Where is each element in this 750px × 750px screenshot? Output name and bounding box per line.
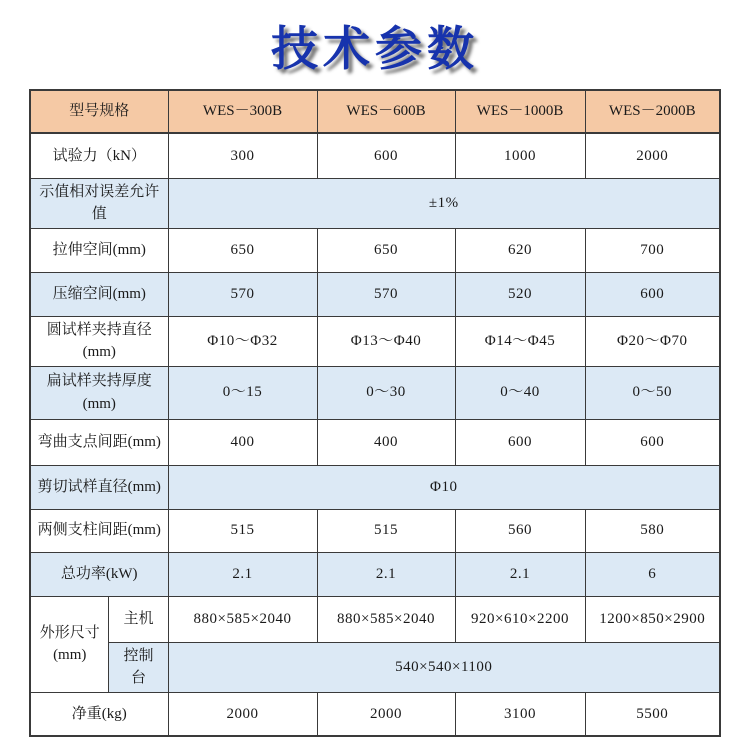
cell-value: 6 bbox=[585, 552, 720, 596]
table-row-dimensions-main-unit bbox=[30, 596, 720, 642]
cell-value: 2000 bbox=[168, 692, 317, 736]
cell-value: 0～30 bbox=[317, 366, 455, 419]
row-label: 剪切试样直径(mm) bbox=[30, 465, 168, 509]
cell-value: 300 bbox=[168, 133, 317, 178]
cell-value: 400 bbox=[168, 419, 317, 465]
cell-value: 2000 bbox=[585, 133, 720, 178]
cell-value: 5500 bbox=[585, 692, 720, 736]
cell-value: 0～40 bbox=[455, 366, 585, 419]
cell-value: Φ14～Φ45 bbox=[455, 316, 585, 366]
cell-value-merged: Φ10 bbox=[168, 465, 720, 509]
table-row-column-spacing bbox=[30, 509, 720, 552]
cell-value: 620 bbox=[455, 228, 585, 272]
table-row-dimensions-control-console bbox=[30, 642, 720, 692]
cell-value: 600 bbox=[585, 272, 720, 316]
header-model-wes-600b: WES－600B bbox=[317, 90, 455, 133]
table-row-round-specimen-diameter bbox=[30, 316, 720, 366]
cell-value-merged: ±1% bbox=[168, 178, 720, 228]
row-label: 总功率(kW) bbox=[30, 552, 168, 596]
cell-value: 600 bbox=[455, 419, 585, 465]
cell-value: 2.1 bbox=[168, 552, 317, 596]
table-row-total-power bbox=[30, 552, 720, 596]
table-row-compression-space bbox=[30, 272, 720, 316]
cell-value: 570 bbox=[168, 272, 317, 316]
row-label-dimensions: 外形尺寸(mm) bbox=[30, 596, 109, 692]
cell-value: 0～50 bbox=[585, 366, 720, 419]
cell-value: 1200×850×2900 bbox=[585, 596, 720, 642]
cell-value: 515 bbox=[168, 509, 317, 552]
table-row-test-force bbox=[30, 133, 720, 178]
cell-value: 650 bbox=[317, 228, 455, 272]
row-label: 试验力（kN） bbox=[30, 133, 168, 178]
cell-value-merged: 540×540×1100 bbox=[168, 642, 720, 692]
header-model-wes-300b: WES－300B bbox=[168, 90, 317, 133]
sub-row-label-control-console bbox=[109, 642, 168, 692]
cell-value: Φ13～Φ40 bbox=[317, 316, 455, 366]
row-label: 拉伸空间(mm) bbox=[30, 228, 168, 272]
table-row-shear-specimen-diameter bbox=[30, 465, 720, 509]
cell-value: Φ20～Φ70 bbox=[585, 316, 720, 366]
header-model-spec: 型号规格 bbox=[30, 90, 168, 133]
spec-table bbox=[29, 89, 721, 737]
cell-value: 600 bbox=[585, 419, 720, 465]
cell-value: 920×610×2200 bbox=[455, 596, 585, 642]
cell-value: 2.1 bbox=[317, 552, 455, 596]
cell-value: 650 bbox=[168, 228, 317, 272]
cell-value: 880×585×2040 bbox=[168, 596, 317, 642]
cell-value: 400 bbox=[317, 419, 455, 465]
header-model-wes-1000b: WES－1000B bbox=[455, 90, 585, 133]
row-label: 示值相对误差允许值 bbox=[30, 178, 168, 228]
table-header-row bbox=[30, 90, 720, 133]
cell-value: 3100 bbox=[455, 692, 585, 736]
cell-value: 1000 bbox=[455, 133, 585, 178]
cell-value: Φ10～Φ32 bbox=[168, 316, 317, 366]
cell-value: 880×585×2040 bbox=[317, 596, 455, 642]
table-row-bending-span bbox=[30, 419, 720, 465]
sub-row-label-main-unit: 主机 bbox=[109, 596, 168, 642]
cell-value: 700 bbox=[585, 228, 720, 272]
cell-value: 515 bbox=[317, 509, 455, 552]
row-label: 圆试样夹持直径(mm) bbox=[30, 316, 168, 366]
table-row-error-allowance bbox=[30, 178, 720, 228]
row-label: 压缩空间(mm) bbox=[30, 272, 168, 316]
row-label: 扁试样夹持厚度(mm) bbox=[30, 366, 168, 419]
cell-value: 2.1 bbox=[455, 552, 585, 596]
header-model-wes-2000b: WES－2000B bbox=[585, 90, 720, 133]
row-label: 弯曲支点间距(mm) bbox=[30, 419, 168, 465]
row-label: 净重(kg) bbox=[30, 692, 168, 736]
cell-value: 570 bbox=[317, 272, 455, 316]
cell-value: 600 bbox=[317, 133, 455, 178]
cell-value: 520 bbox=[455, 272, 585, 316]
table-row-flat-specimen-thickness bbox=[30, 366, 720, 419]
control-console-label-text: 控制台 bbox=[123, 647, 154, 686]
table-row-tension-space bbox=[30, 228, 720, 272]
row-label: 两侧支柱间距(mm) bbox=[30, 509, 168, 552]
cell-value: 2000 bbox=[317, 692, 455, 736]
table-row-net-weight bbox=[30, 692, 720, 736]
cell-value: 560 bbox=[455, 509, 585, 552]
cell-value: 0～15 bbox=[168, 366, 317, 419]
page-title: 技术参数 bbox=[271, 22, 479, 77]
cell-value: 580 bbox=[585, 509, 720, 552]
